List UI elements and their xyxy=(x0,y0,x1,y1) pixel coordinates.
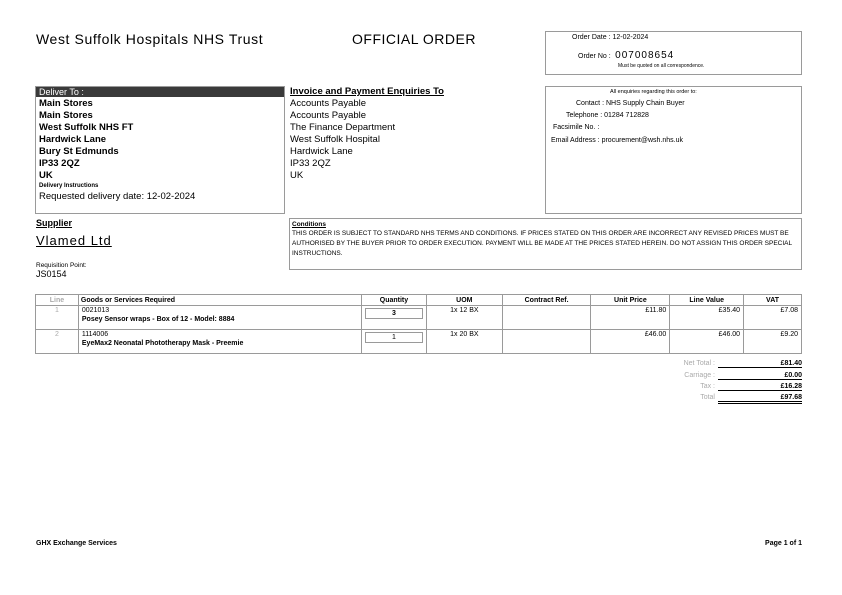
invoice-line: Accounts Payable xyxy=(290,98,367,109)
invoice-block xyxy=(290,86,540,182)
table-row xyxy=(36,306,802,330)
item-description: Posey Sensor wraps - Box of 12 - Model: 8884 xyxy=(81,316,235,323)
deliver-line: UK xyxy=(39,170,53,181)
enquiries-box xyxy=(545,86,802,214)
header-goods: Goods or Services Required xyxy=(78,295,361,306)
deliver-line: Main Stores xyxy=(39,98,93,109)
order-number: 007008654 xyxy=(615,50,675,61)
tax-label: Tax : xyxy=(700,383,715,390)
organisation-name: West Suffolk Hospitals NHS Trust xyxy=(36,31,264,47)
enquiries-contact: Contact : NHS Supply Chain Buyer xyxy=(576,100,685,107)
table-header-row xyxy=(36,295,802,306)
requisition-label: Requisition Point: xyxy=(36,262,87,269)
deliver-line: Bury St Edmunds xyxy=(39,146,119,157)
table-row xyxy=(36,330,802,354)
cell-contract-ref xyxy=(502,306,591,330)
deliver-line: Hardwick Lane xyxy=(39,134,107,145)
requisition-value: JS0154 xyxy=(36,269,67,279)
enquiries-telephone: Telephone : 01284 712828 xyxy=(566,112,649,119)
cell-quantity xyxy=(361,306,426,330)
carriage-label: Carriage : xyxy=(684,372,715,379)
deliver-line: Main Stores xyxy=(39,110,93,121)
invoice-line: West Suffolk Hospital xyxy=(290,134,380,145)
conditions-text: THIS ORDER IS SUBJECT TO STANDARD NHS TERMS AND CONDITIONS. IF PRICES STATED ON THIS ORDER ARE INCORRECT ANY REVISED PRICES MUST BE AUTHORISED BY THE BUYER PRIOR TO ORDER EXECUTION. PAYMENT WILL BE MADE AT THE PRICES STATED HEREIN. DO NOT ASSIGN THIS ORDER SPECIAL INSTRUCTIONS. xyxy=(292,230,792,257)
cell-goods xyxy=(78,330,361,354)
header-uom: UOM xyxy=(426,295,502,306)
supplier-name: Vlamed Ltd xyxy=(36,233,112,248)
invoice-line: Hardwick Lane xyxy=(290,146,353,157)
enquiries-heading: All enquiries regarding this order to: xyxy=(610,89,697,95)
requested-delivery-date: Requested delivery date: 12-02-2024 xyxy=(39,191,196,202)
enquiries-email: Email Address : procurement@wsh.nhs.uk xyxy=(551,137,683,144)
deliver-line: IP33 2QZ xyxy=(39,158,80,169)
enquiries-fax: Facsimile No. : xyxy=(553,124,600,131)
conditions-box xyxy=(289,218,802,270)
invoice-line: Accounts Payable xyxy=(290,110,367,121)
order-date-label: Order Date : xyxy=(572,34,611,41)
item-code: 0021013 xyxy=(81,307,110,314)
cell-unit-price: £11.80 xyxy=(591,306,670,330)
cell-line-value: £46.00 xyxy=(670,330,744,354)
footer-left: GHX Exchange Services xyxy=(36,540,117,547)
cell-uom: 1x 12 BX xyxy=(426,306,502,330)
cell-contract-ref xyxy=(502,330,591,354)
header-contract-ref: Contract Ref. xyxy=(502,295,591,306)
document-title: OFFICIAL ORDER xyxy=(352,31,476,47)
header-line: Line xyxy=(36,295,79,306)
cell-quantity xyxy=(361,330,426,354)
deliver-line: West Suffolk NHS FT xyxy=(39,122,134,133)
header-unit-price: Unit Price xyxy=(591,295,670,306)
cell-line: 1 xyxy=(36,306,79,330)
header-quantity: Quantity xyxy=(361,295,426,306)
net-total-value: £81.40 xyxy=(718,360,802,368)
cell-vat: £7.08 xyxy=(744,306,802,330)
quote-note: Must be quoted on all correspondence. xyxy=(618,63,705,69)
cell-uom: 1x 20 BX xyxy=(426,330,502,354)
cell-goods xyxy=(78,306,361,330)
quantity-value: 3 xyxy=(365,308,423,319)
order-date: 12-02-2024 xyxy=(612,34,649,41)
cell-vat: £9.20 xyxy=(744,330,802,354)
total-label: Total xyxy=(700,394,715,401)
order-no-label: Order No : xyxy=(578,53,611,60)
quantity-value: 1 xyxy=(365,332,423,343)
cell-line-value: £35.40 xyxy=(670,306,744,330)
cell-unit-price: £46.00 xyxy=(591,330,670,354)
item-description: EyeMax2 Neonatal Phototherapy Mask - Preemie xyxy=(81,340,244,347)
tax-value: £16.28 xyxy=(718,383,802,391)
cell-line: 2 xyxy=(36,330,79,354)
invoice-heading: Invoice and Payment Enquiries To xyxy=(290,86,444,97)
invoice-line: UK xyxy=(290,170,304,181)
header-line-value: Line Value xyxy=(670,295,744,306)
invoice-line: The Finance Department xyxy=(290,122,396,133)
net-total-label: Net Total : xyxy=(683,360,715,367)
deliver-to-box xyxy=(35,86,285,214)
invoice-line: IP33 2QZ xyxy=(290,158,331,169)
total-value: £97.68 xyxy=(718,394,802,404)
header-vat: VAT xyxy=(744,295,802,306)
delivery-instructions-label: Delivery Instructions xyxy=(39,183,99,189)
page-number: Page 1 of 1 xyxy=(765,540,802,547)
items-table xyxy=(35,294,802,354)
supplier-heading: Supplier xyxy=(36,218,73,228)
item-code: 1114006 xyxy=(81,331,109,338)
carriage-value: £0.00 xyxy=(718,372,802,380)
deliver-to-heading: Deliver To : xyxy=(36,87,284,97)
order-info-box xyxy=(545,31,802,75)
conditions-heading: Conditions xyxy=(292,221,326,228)
